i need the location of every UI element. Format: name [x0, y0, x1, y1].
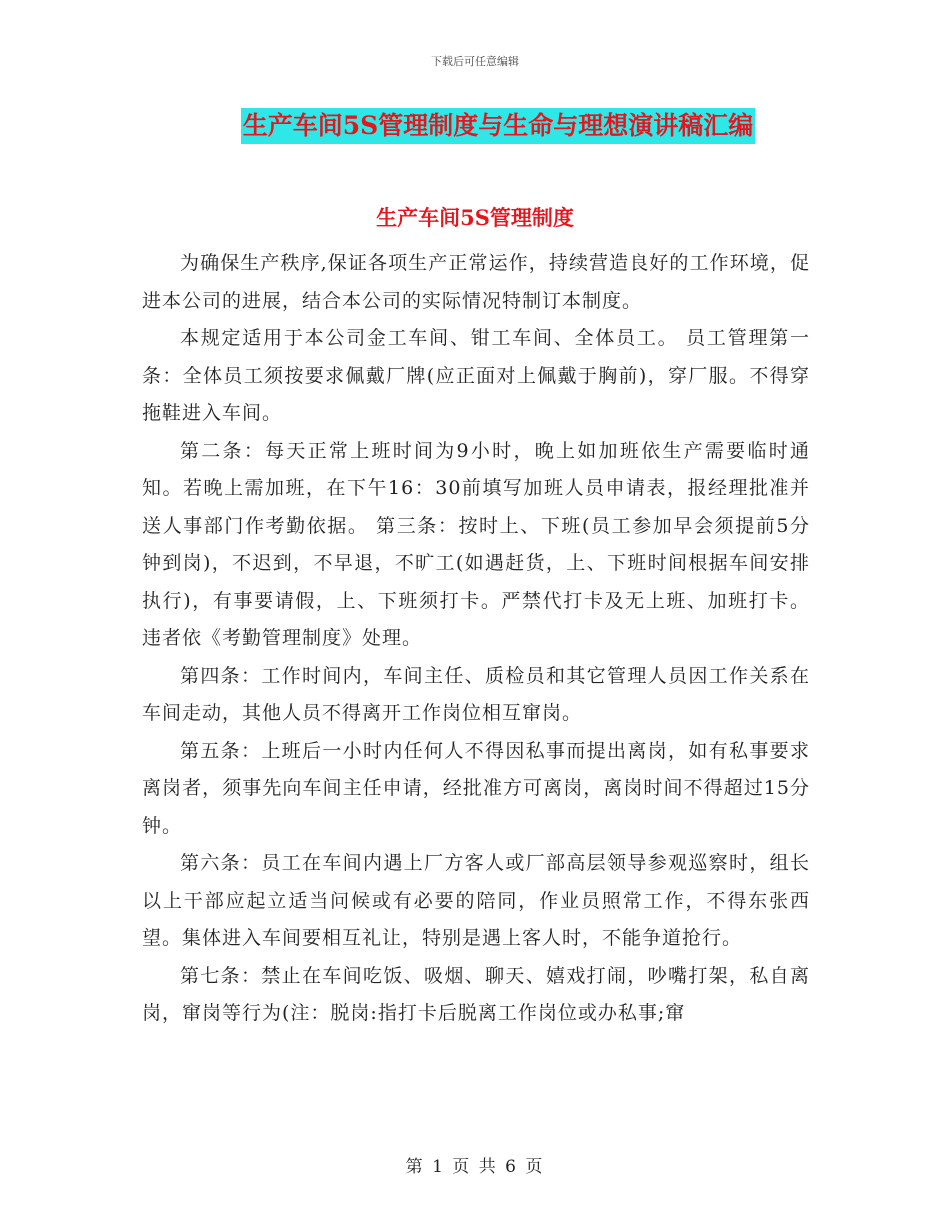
paragraph-article-5: 第五条：上班后一小时内任何人不得因私事而提出离岗，如有私事要求离岗者，须事先向车间主任申请，经批准方可离岗，离岗时间不得超过15分钟。	[142, 739, 810, 837]
paragraph-article-7: 第七条：禁止在车间吃饭、吸烟、聊天、嬉戏打闹，吵嘴打架，私自离岗，窜岗等行为(注：脱岗:指打卡后脱离工作岗位或办私事;窜	[142, 964, 810, 1024]
paragraph-article-4: 第四条：工作时间内，车间主任、质检员和其它管理人员因工作关系在车间走动，其他人员不得离开工作岗位相互窜岗。	[142, 664, 810, 724]
page-number-indicator: 第 1 页 共 6 页	[405, 1157, 545, 1177]
paragraph-intro: 为确保生产秩序,保证各项生产正常运作，持续营造良好的工作环境，促进本公司的进展，结合本公司的实际情况特制订本制度。	[142, 252, 810, 312]
document-title: 生产车间5S管理制度与生命与理想演讲稿汇编	[241, 108, 755, 144]
page-header-note: 下载后可任意编辑	[431, 55, 519, 68]
paragraph-scope: 本规定适用于本公司金工车间、钳工车间、全体员工。 员工管理第一条：全体员工须按要求佩戴厂牌(应正面对上佩戴于胸前)，穿厂服。不得穿拖鞋进入车间。	[142, 327, 810, 424]
section-title: 生产车间5S管理制度	[376, 205, 574, 230]
paragraph-article-2-3: 第二条：每天正常上班时间为9小时，晚上如加班依生产需要临时通知。若晚上需加班，在下午16：30前填写加班人员申请表，报经理批准并送人事部门作考勤依据。 第三条：按时上、下班(员工参加早会须提前5分钟到岗)，不迟到，不早退，不旷工(如遇赶货，上、下班时间根据车间安排执行)，有事要请假，上、下班须打卡。严禁代打卡及无上班、加班打卡。违者依《考勤管理制度》处理。	[142, 439, 810, 649]
document-title-container	[0, 108, 950, 144]
document-body	[142, 245, 810, 1033]
paragraph-article-6: 第六条：员工在车间内遇上厂方客人或厂部高层领导参观巡察时，组长以上干部应起立适当问候或有必要的陪同，作业员照常工作，不得东张西望。集体进入车间要相互礼让，特别是遇上客人时，不能争道抢行。	[142, 852, 810, 949]
